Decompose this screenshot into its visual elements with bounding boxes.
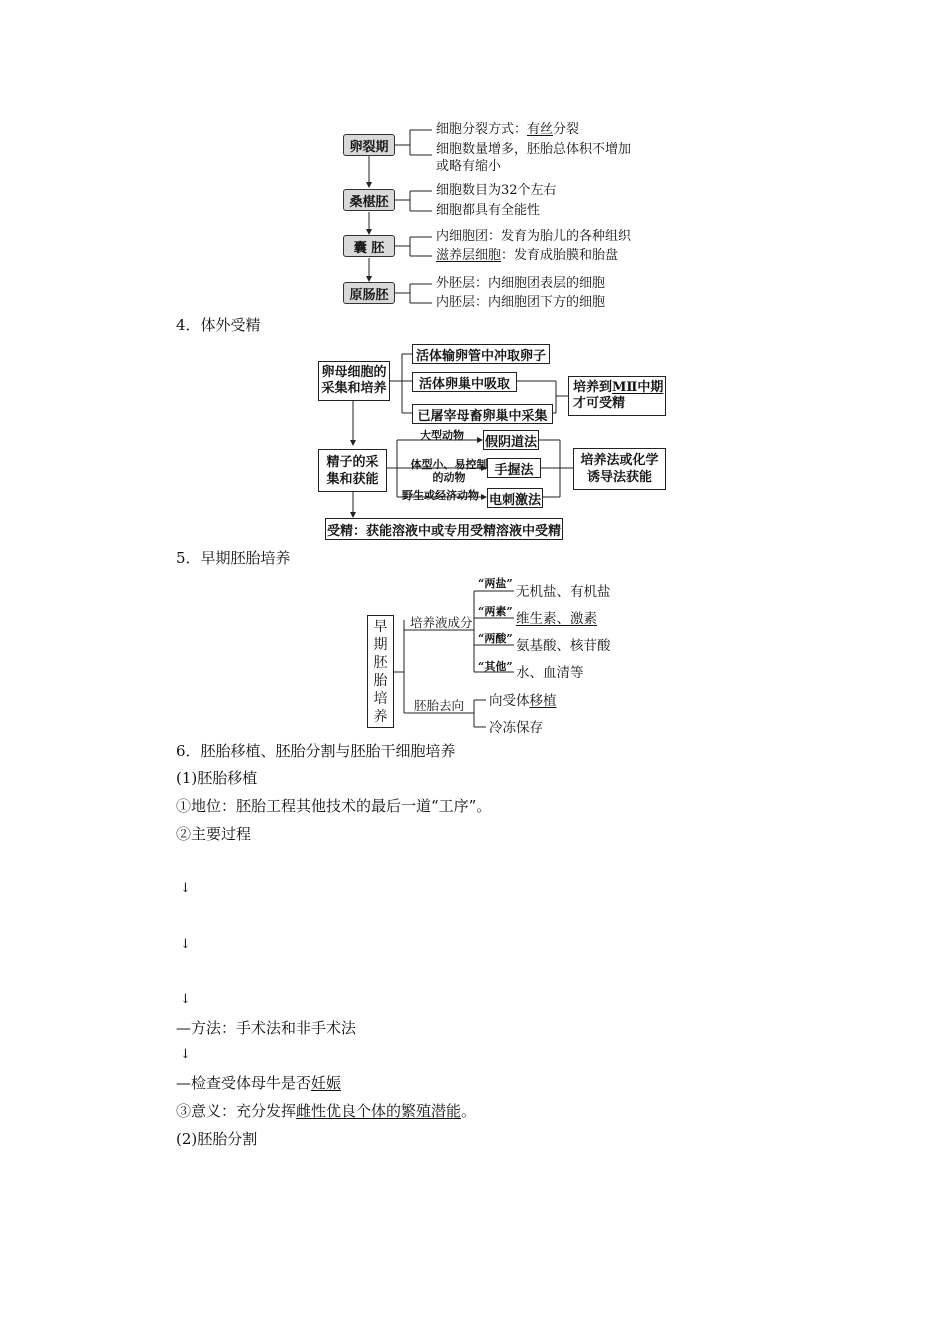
section6-sub1: (1)胚胎移植 [176, 769, 258, 787]
section6-heading: 6．胚胎移植、胚胎分割与胚胎干细胞培养 [176, 742, 456, 760]
component-tag-4: “其他” [478, 660, 513, 673]
section6-sub2: (2)胚胎分割 [176, 1130, 258, 1148]
section4-heading: 4．体外受精 [176, 316, 261, 334]
sperm-method-2: 手握法 [487, 458, 541, 478]
stage-blastocyst: 囊 胚 [343, 235, 395, 257]
component-tag-2: “两素” [478, 605, 513, 618]
sperm-label-large: 大型动物 [420, 429, 464, 442]
embryo-culture-root: 早 期 胚 胎 培 养 [367, 615, 394, 728]
component-value-4: 水、血清等 [516, 665, 584, 681]
component-value-3: 氨基酸、核苷酸 [516, 638, 611, 654]
branch-embryo-destination: 胚胎去向 [414, 698, 465, 713]
process-check-line: —检查受体母牛是否妊娠 [176, 1074, 342, 1092]
cleavage-note-2: 细胞数量增多，胚胎总体积不增加 [436, 142, 632, 157]
sperm-label-small: 体型小、易控制 的动物 [410, 458, 488, 484]
gastrula-note-1: 外胚层：内细胞团表层的细胞 [436, 276, 606, 291]
process-arrow-2: ↓ [180, 937, 191, 952]
sperm-method-3: 电刺激法 [487, 488, 543, 508]
egg-collection-box: 卵母细胞的 采集和培养 [318, 361, 390, 401]
egg-method-1: 活体输卵管中冲取卵子 [412, 344, 550, 364]
process-arrow-4: ↓ [180, 1047, 191, 1062]
sperm-collection-box: 精子的采 集和获能 [318, 449, 387, 492]
stage-morula: 桑椹胚 [343, 189, 395, 211]
blastocyst-note-2: 滋养层细胞：发育成胎膜和胎盘 [436, 248, 619, 263]
gastrula-note-2: 内胚层：内细胞团下方的细胞 [436, 295, 606, 310]
section6-point2: ②主要过程 [176, 825, 252, 843]
morula-note-1: 细胞数目为32个左右 [436, 183, 557, 198]
cleavage-note-1: 细胞分裂方式：有丝分裂 [436, 122, 580, 137]
sperm-label-wild: 野生或经济动物 [402, 489, 479, 502]
egg-method-2: 活体卵巢中吸取 [412, 372, 517, 392]
stage-cleavage: 卵裂期 [343, 134, 395, 156]
component-tag-3: “两酸” [478, 632, 513, 645]
sperm-method-1: 假阴道法 [483, 430, 539, 450]
cleavage-note-3: 或略有缩小 [436, 159, 502, 174]
section5-heading: 5．早期胚胎培养 [176, 549, 291, 567]
stage-gastrula: 原肠胚 [343, 282, 395, 304]
component-value-1: 无机盐、有机盐 [516, 584, 611, 600]
section6-point1: ①地位：胚胎工程其他技术的最后一道“工序”。 [176, 797, 492, 815]
process-arrow-3: ↓ [180, 992, 191, 1007]
capacitation-box: 培养法或化学 诱导法获能 [573, 448, 666, 490]
branch-culture-medium: 培养液成分 [410, 615, 473, 630]
destination-freeze: 冷冻保存 [489, 720, 543, 736]
fertilization-box: 受精：获能溶液中或专用受精溶液中受精 [325, 518, 563, 540]
component-tag-1: “两盐” [478, 577, 513, 590]
destination-transfer: 向受体移植 [489, 693, 557, 709]
process-method-line: —方法：手术法和非手术法 [176, 1019, 357, 1037]
process-arrow-1: ↓ [180, 881, 191, 896]
blastocyst-note-1: 内细胞团：发育为胎儿的各种组织 [436, 229, 632, 244]
section6-point3: ③意义：充分发挥雌性优良个体的繁殖潜能。 [176, 1102, 477, 1120]
egg-method-3: 已屠宰母畜卵巢中采集 [412, 404, 553, 424]
morula-note-2: 细胞都具有全能性 [436, 203, 541, 218]
component-value-2: 维生素、激素 [516, 611, 597, 627]
culture-to-mii-box: 培养到MⅡ中期 才可受精 [568, 376, 666, 416]
